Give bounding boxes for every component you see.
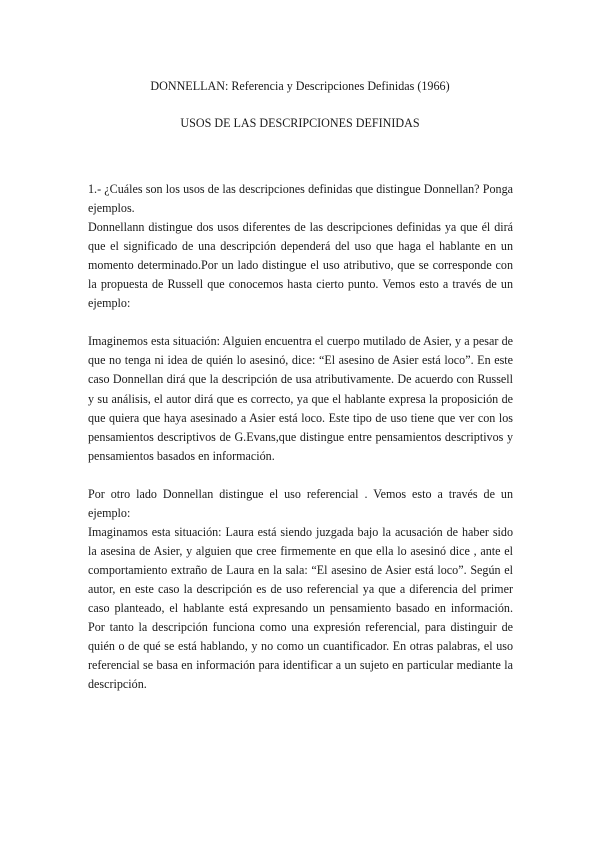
- referential-example-paragraph: Imaginamos esta situación: Laura está siendo juzgada bajo la acusación de haber sido la asesina de Asier, y alguien que cree firmemente en que ella lo asesinó dice , ante el comportamiento extraño de Laura en la sala: “El asesino de Asier está loco”. Según el autor, en este caso la descripción es de uso referencial ya que a diferencia del primer caso planteado, el hablante está expresando un pensamiento basado en información. Por tanto la descripción funciona como una expresión referencial, para distinguir de quién o de qué se está hablando, y no como un cuantificador. En otras palabras, el uso referencial se basa en información para identificar a un sujeto en particular mediante la descripción.: [88, 524, 513, 692]
- document-body: [88, 180, 513, 694]
- attributive-example-paragraph: Imaginemos esta situación: Alguien encuentra el cuerpo mutilado de Asier, y a pesar de que no tenga ni idea de quién lo asesinó, dice: “El asesino de Asier está loco”. En este caso Donnellan dirá que la descripción de usa atributivamente. De acuerdo con Russell y su análisis, el autor dirá que es correcto, ya que el hablante expresa la proposición de que quiera que haya asesinado a Asier está loco. Este tipo de uso tiene que ver con los pensamientos descriptivos de G.Evans,que distingue entre pensamientos descriptivos y pensamientos basados en información.: [88, 334, 513, 463]
- question-paragraph: 1.- ¿Cuáles son los usos de las descripciones definidas que distingue Donnellan? Ponga ejemplos.: [88, 182, 513, 216]
- document-subtitle: USOS DE LAS DESCRIPCIONES DEFINIDAS: [180, 116, 420, 130]
- referential-intro-paragraph: Por otro lado Donnellan distingue el uso referencial . Vemos esto a través de un ejemplo:: [88, 486, 513, 520]
- answer-intro-paragraph: Donnellann distingue dos usos diferentes de las descripciones definidas ya que él dirá que el significado de una descripción dependerá del uso que haga el hablante en un momento determinado.Por un lado distingue el uso atributivo, que se corresponde con la propuesta de Russell que conocemos hasta cierto punto. Vemos esto a través de un ejemplo:: [88, 220, 513, 311]
- paragraph-gap: [88, 313, 513, 332]
- paragraph-gap: [88, 466, 513, 485]
- document-title: DONNELLAN: Referencia y Descripciones Definidas (1966): [150, 79, 450, 93]
